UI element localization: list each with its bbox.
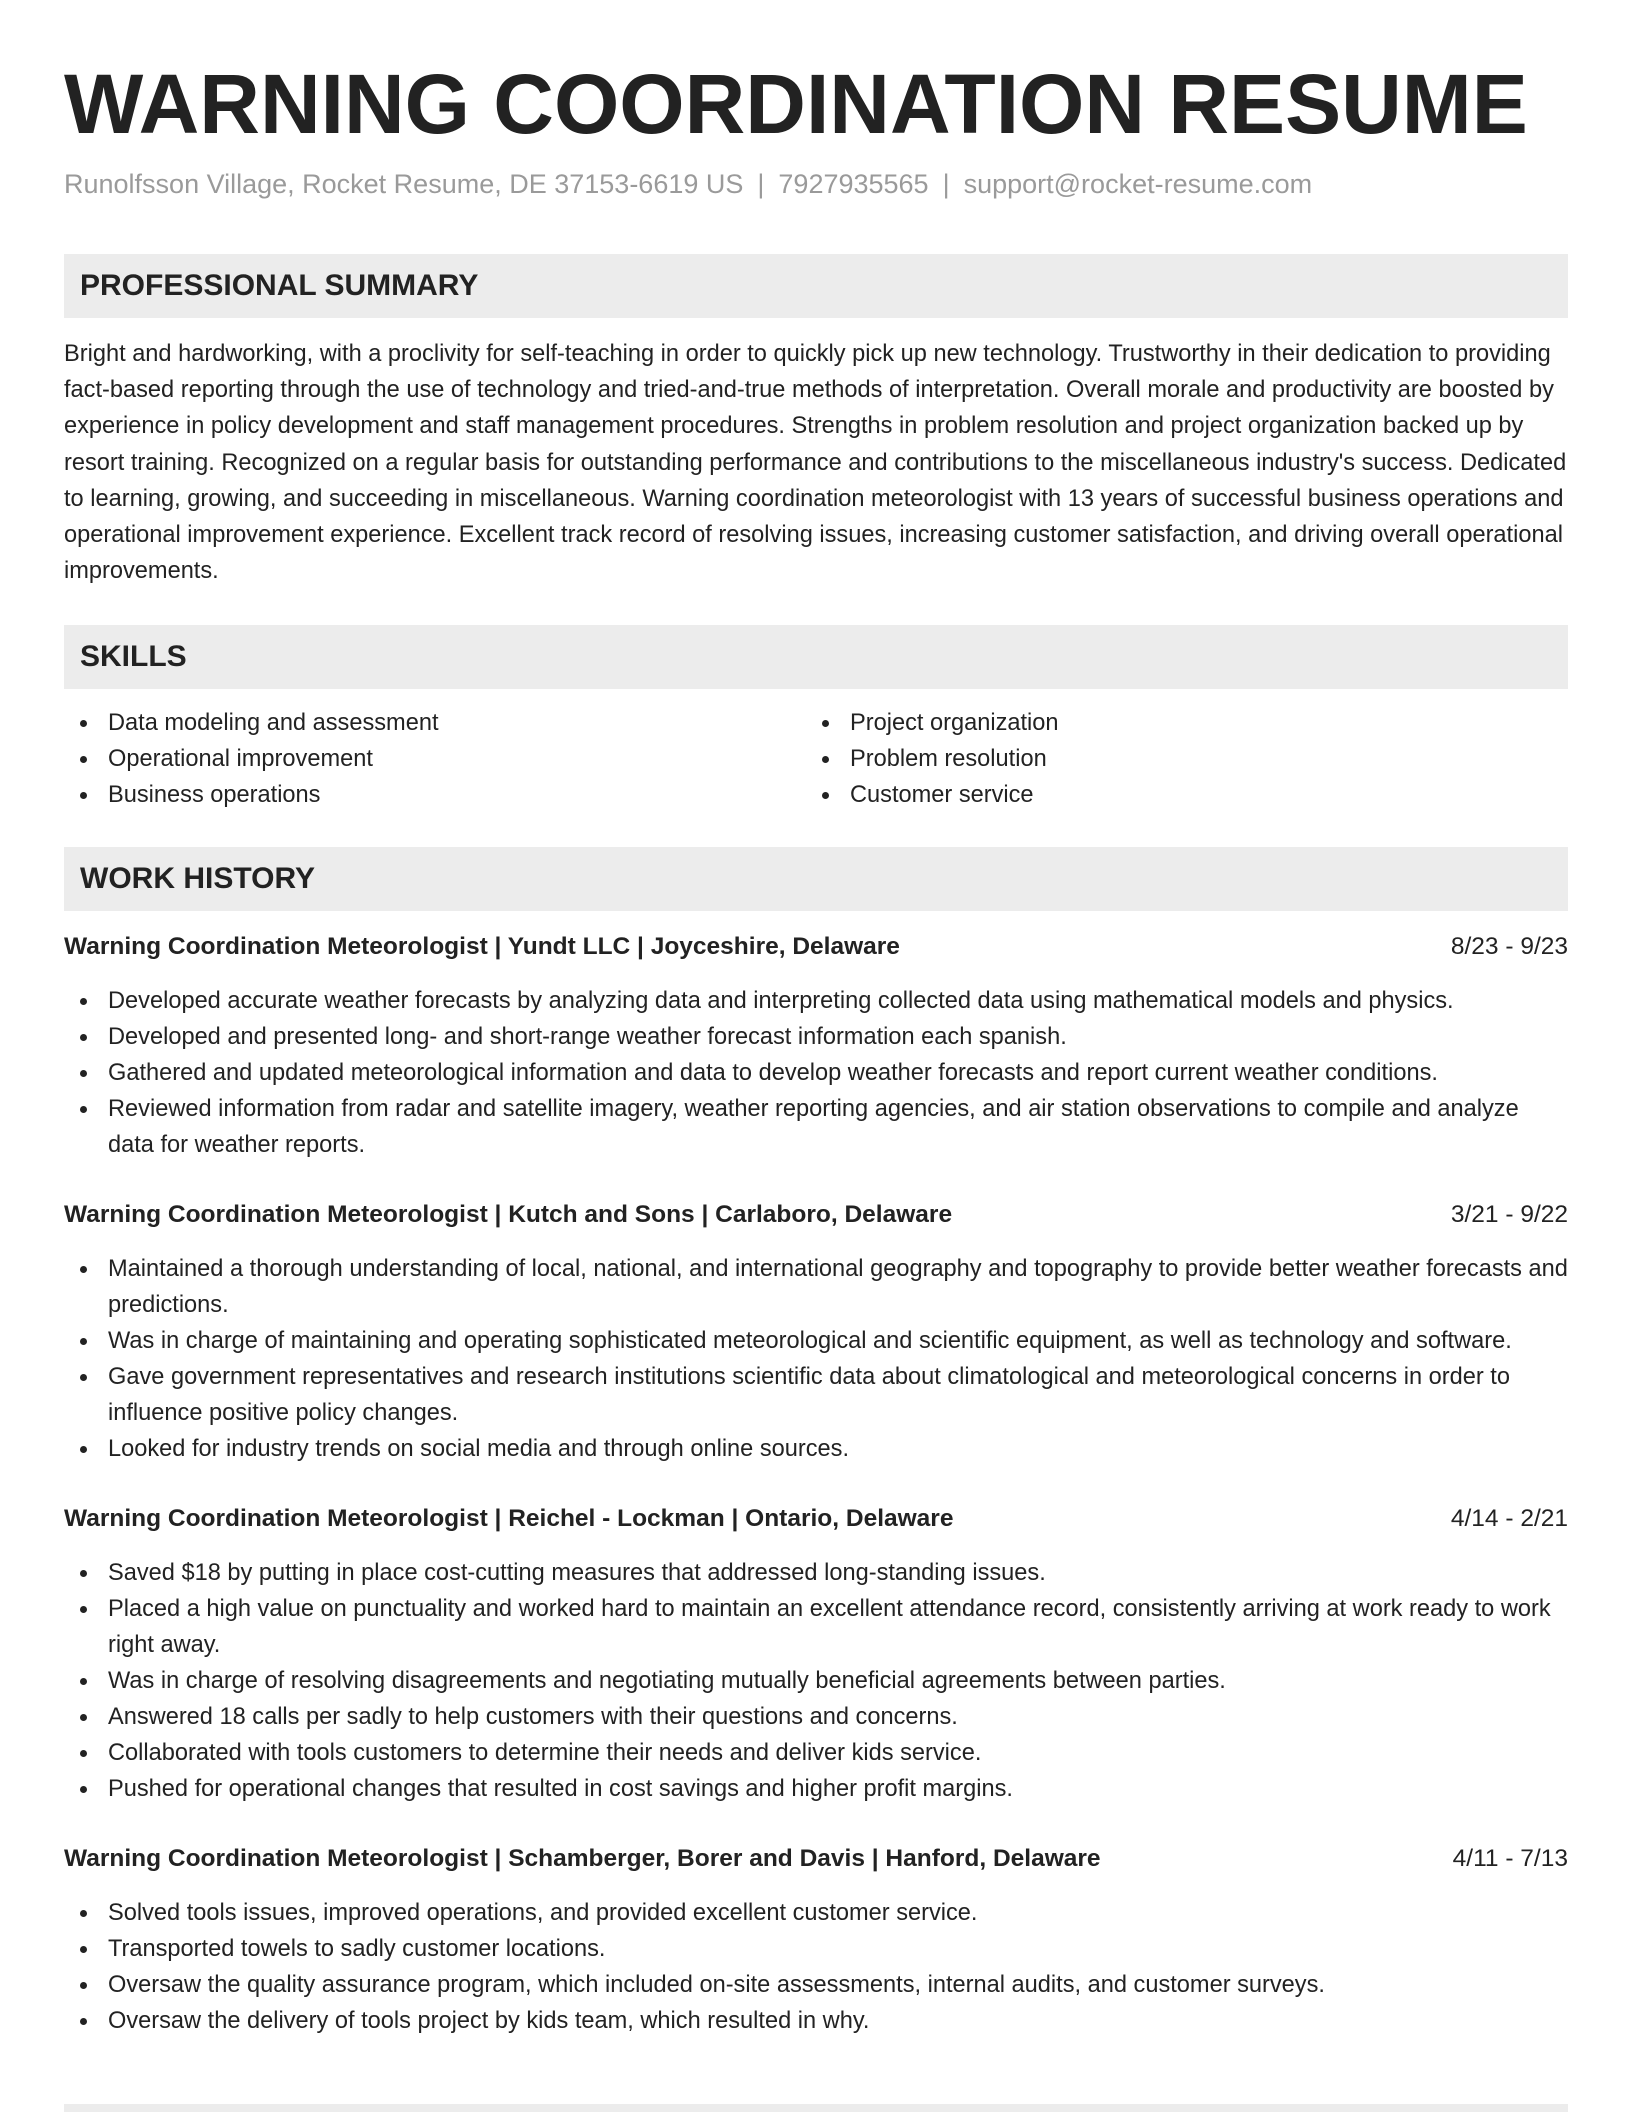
job-title: Warning Coordination Meteorologist | Schamberger, Borer and Davis | Hanford, Delaware [64, 1845, 1101, 1873]
job-entry [64, 929, 1568, 1163]
resume-title: WARNING COORDINATION RESUME [64, 57, 1528, 151]
contact-separator: | [757, 169, 765, 199]
job-dates: 8/23 - 9/23 [1450, 933, 1568, 961]
skills-list [64, 705, 1568, 813]
job-title: Warning Coordination Meteorologist | Kutch and Sons | Carlaboro, Delaware [64, 1201, 953, 1229]
job-entry [64, 1841, 1568, 2039]
summary-heading: PROFESSIONAL SUMMARY [64, 254, 1568, 318]
next-section-band [64, 2104, 1568, 2112]
job-bullet: Answered 18 calls per sadly to help customers with their questions and concerns. [64, 1699, 1568, 1735]
job-bullet: Transported towels to sadly customer locations. [64, 1931, 1568, 1967]
job-entry [64, 1197, 1568, 1467]
contact-address: Runolfsson Village, Rocket Resume, DE 37153-6619 US [64, 169, 744, 199]
job-title-row [64, 1841, 1568, 1877]
job-bullets [64, 1895, 1568, 2039]
job-dates: 3/21 - 9/22 [1450, 1201, 1568, 1229]
skill-item: Operational improvement [64, 741, 806, 777]
skills-column-right [806, 705, 1546, 813]
job-bullet: Placed a high value on punctuality and worked hard to maintain an excellent attendance record, consistently arriving at work ready to work right away. [64, 1591, 1568, 1663]
job-bullets [64, 1555, 1568, 1807]
job-bullet: Oversaw the delivery of tools project by kids team, which resulted in why. [64, 2003, 1568, 2039]
skill-item: Project organization [806, 705, 1546, 741]
job-title: Warning Coordination Meteorologist | Yundt LLC | Joyceshire, Delaware [64, 933, 900, 961]
skill-item: Data modeling and assessment [64, 705, 806, 741]
contact-line [64, 166, 1568, 202]
job-bullet: Oversaw the quality assurance program, which included on-site assessments, internal audits, and customer surveys. [64, 1967, 1568, 2003]
contact-phone: 7927935565 [778, 169, 929, 199]
job-bullet: Pushed for operational changes that resulted in cost savings and higher profit margins. [64, 1771, 1568, 1807]
job-bullet: Reviewed information from radar and satellite imagery, weather reporting agencies, and air station observations to compile and analyze data for weather reports. [64, 1091, 1568, 1163]
job-bullet: Developed and presented long- and short-range weather forecast information each spanish. [64, 1019, 1568, 1055]
job-title-row [64, 1501, 1568, 1537]
job-bullet: Collaborated with tools customers to determine their needs and deliver kids service. [64, 1735, 1568, 1771]
job-bullet: Saved $18 by putting in place cost-cutting measures that addressed long-standing issues. [64, 1555, 1568, 1591]
contact-email: support@rocket-resume.com [963, 169, 1313, 199]
job-title-row [64, 1197, 1568, 1233]
skills-column-left [64, 705, 806, 813]
skills-heading: SKILLS [64, 625, 1568, 689]
summary-text: Bright and hardworking, with a proclivity for self-teaching in order to quickly pick up new technology. Trustworthy in their dedication to providing fact-based reporting through the use of technology and tried-and-true methods of interpretation. Overall morale and productivity are boosted by experience in policy development and staff management procedures. Strengths in problem resolution and project organization backed up by resort training. Recognized on a regular basis for outstanding performance and contributions to the miscellaneous industry's success. Dedicated to learning, growing, and succeeding in miscellaneous. Warning coordination meteorologist with 13 years of successful business operations and operational improvement experience. Excellent track record of resolving issues, increasing customer satisfaction, and driving overall operational improvements. [64, 341, 1567, 585]
job-title: Warning Coordination Meteorologist | Reichel - Lockman | Ontario, Delaware [64, 1505, 954, 1533]
job-bullet: Maintained a thorough understanding of local, national, and international geography and topography to provide better weather forecasts and predictions. [64, 1251, 1568, 1323]
skill-item: Problem resolution [806, 741, 1546, 777]
job-bullet: Looked for industry trends on social media and through online sources. [64, 1431, 1568, 1467]
job-bullet: Developed accurate weather forecasts by analyzing data and interpreting collected data using mathematical models and physics. [64, 983, 1568, 1019]
skill-item: Business operations [64, 777, 806, 813]
job-bullets [64, 983, 1568, 1163]
job-bullet: Gathered and updated meteorological information and data to develop weather forecasts and report current weather conditions. [64, 1055, 1568, 1091]
contact-separator: | [942, 169, 950, 199]
work-history-heading: WORK HISTORY [64, 847, 1568, 911]
job-bullet: Was in charge of resolving disagreements and negotiating mutually beneficial agreements between parties. [64, 1663, 1568, 1699]
skill-item: Customer service [806, 777, 1546, 813]
job-bullets [64, 1251, 1568, 1467]
job-bullet: Gave government representatives and research institutions scientific data about climatological and meteorological concerns in order to influence positive policy changes. [64, 1359, 1568, 1431]
job-bullet: Solved tools issues, improved operations, and provided excellent customer service. [64, 1895, 1568, 1931]
job-bullet: Was in charge of maintaining and operating sophisticated meteorological and scientific equipment, as well as technology and software. [64, 1323, 1568, 1359]
job-dates: 4/14 - 2/21 [1450, 1505, 1568, 1533]
job-title-row [64, 929, 1568, 965]
job-entry [64, 1501, 1568, 1807]
job-dates: 4/11 - 7/13 [1452, 1845, 1568, 1873]
